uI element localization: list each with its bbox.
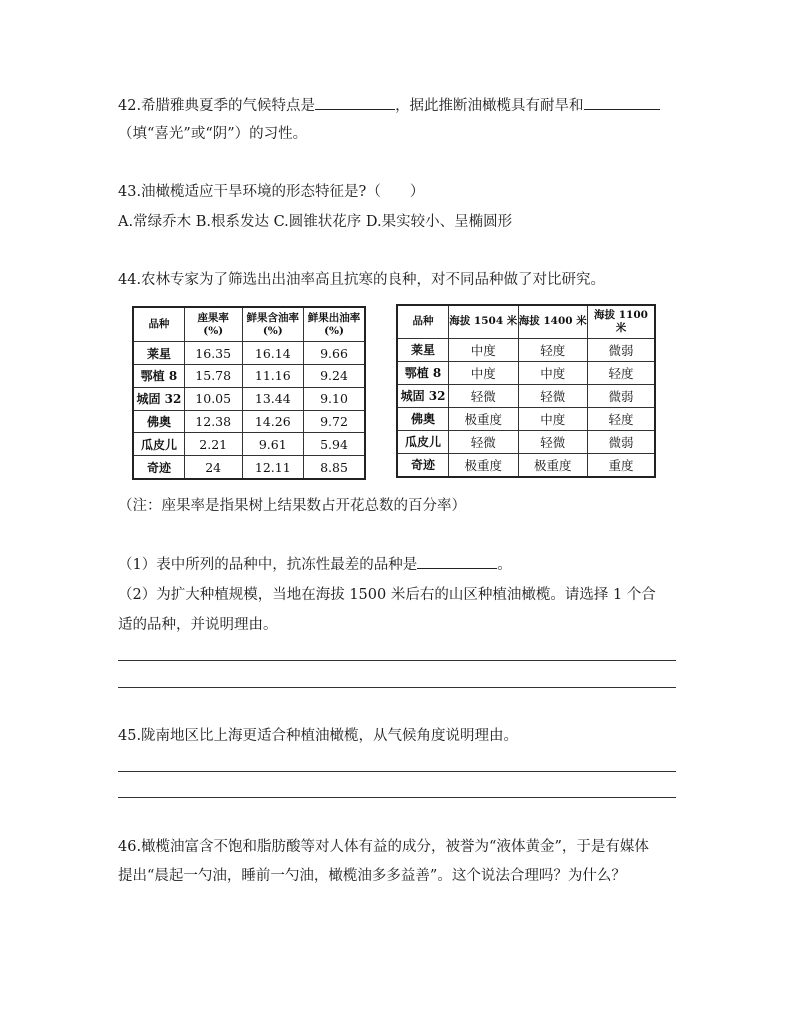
table1-row: [133, 387, 365, 410]
table2-value-cell: 极重度: [518, 453, 587, 477]
q44-answer-line-1[interactable]: [118, 660, 676, 661]
table2-value-cell: 中度: [518, 361, 587, 384]
q44-note: （注：座果率是指果树上结果数占开花总数的百分率）: [118, 498, 466, 514]
fruit-oil-table: [132, 306, 366, 480]
table1-value-cell: 9.24: [304, 365, 365, 388]
table2-value-cell: 中度: [518, 407, 587, 430]
q44-stem: 44.农林专家为了筛选出出油率高且抗寒的良种，对不同品种做了对比研究。: [118, 272, 606, 288]
table1-value-cell: 9.72: [304, 410, 365, 433]
table1-value-cell: 16.35: [184, 342, 242, 365]
table2-row: [397, 407, 655, 430]
table2-variety-cell: 瓜皮儿: [397, 430, 449, 453]
table1-header-cell: 座果率 (%): [184, 307, 242, 342]
table2-header-cell: 海拔 1504 米: [449, 305, 518, 338]
table2-value-cell: 轻微: [518, 430, 587, 453]
table1-value-cell: 10.05: [184, 387, 242, 410]
q42-line-2: （填“喜光”或“阴”）的习性。: [118, 126, 308, 142]
table1-row: [133, 433, 365, 456]
table2-header-cell: 海拔 1400 米: [518, 305, 587, 338]
q44-answer-line-2[interactable]: [118, 687, 676, 688]
table2-value-cell: 极重度: [449, 453, 518, 477]
table2-value-cell: 重度: [587, 453, 655, 477]
table2-header-cell: 海拔 1100 米: [587, 305, 655, 338]
table2-value-cell: 轻度: [587, 361, 655, 384]
table2-header-cell: 品种: [397, 305, 449, 338]
q44-sub1: [118, 553, 512, 575]
q45-answer-line-2[interactable]: [118, 797, 676, 798]
q44-sub1-answer-blank[interactable]: [417, 553, 497, 569]
table1-value-cell: 12.11: [242, 456, 304, 479]
table2-row: [397, 384, 655, 407]
table2-value-cell: 微弱: [587, 338, 655, 361]
frost-damage-table: [396, 304, 656, 478]
table2-row: [397, 453, 655, 477]
table2-value-cell: 轻微: [449, 430, 518, 453]
table1-variety-cell: 鄂植 8: [133, 365, 184, 388]
table1-variety-cell: 莱星: [133, 342, 184, 365]
table2-header-row: [397, 305, 655, 338]
table1-header-cell: 品种: [133, 307, 184, 342]
table1-variety-cell: 城固 32: [133, 387, 184, 410]
q44-sub2-line-1: （2）为扩大种植规模，当地在海拔 1500 米后右的山区种植油橄榄。请选择 1 个合: [118, 587, 656, 603]
table2-value-cell: 极重度: [449, 407, 518, 430]
table2-value-cell: 微弱: [587, 430, 655, 453]
table2-value-cell: 轻度: [587, 407, 655, 430]
q45-answer-line-1[interactable]: [118, 771, 676, 772]
q46-line-2: 提出“晨起一勺油，睡前一勺油，橄榄油多多益善”。这个说法合理吗？为什么？: [118, 868, 626, 884]
table2-variety-cell: 奇迹: [397, 453, 449, 477]
table1-variety-cell: 佛奥: [133, 410, 184, 433]
table2-variety-cell: 佛奥: [397, 407, 449, 430]
table1-variety-cell: 奇迹: [133, 456, 184, 479]
q43-options: A.常绿乔木 B.根系发达 C.圆锥状花序 D.果实较小、呈椭圆形: [118, 214, 513, 230]
table1-value-cell: 11.16: [242, 365, 304, 388]
table2-value-cell: 中度: [449, 338, 518, 361]
q43-stem: 43.油橄榄适应干旱环境的形态特征是?（ ）: [118, 184, 425, 200]
table1-value-cell: 5.94: [304, 433, 365, 456]
q45-stem: 45.陇南地区比上海更适合种植油橄榄，从气候角度说明理由。: [118, 728, 519, 744]
table1-value-cell: 9.61: [242, 433, 304, 456]
q42-text-b: ，据此推断油橄榄具有耐旱和: [395, 98, 584, 114]
table1-value-cell: 12.38: [184, 410, 242, 433]
table2-value-cell: 轻微: [449, 384, 518, 407]
table1-value-cell: 14.26: [242, 410, 304, 433]
table2-variety-cell: 城固 32: [397, 384, 449, 407]
table1-value-cell: 24: [184, 456, 242, 479]
table1-variety-cell: 瓜皮儿: [133, 433, 184, 456]
table1-value-cell: 16.14: [242, 342, 304, 365]
table1-row: [133, 342, 365, 365]
q42-line-1: [118, 94, 660, 116]
table2-variety-cell: 莱星: [397, 338, 449, 361]
q42-answer-blank-1[interactable]: [315, 94, 395, 110]
table2-value-cell: 微弱: [587, 384, 655, 407]
table1-header-cell: 鲜果出油率 (%): [304, 307, 365, 342]
table2-value-cell: 轻度: [518, 338, 587, 361]
q42-answer-blank-2[interactable]: [584, 94, 660, 110]
q44-sub1-text-a: （1）表中所列的品种中，抗冻性最差的品种是: [118, 557, 418, 573]
table2-variety-cell: 鄂植 8: [397, 361, 449, 384]
q44-sub1-text-b: 。: [497, 557, 512, 573]
table2-value-cell: 轻微: [518, 384, 587, 407]
table1-value-cell: 13.44: [242, 387, 304, 410]
table1-value-cell: 8.85: [304, 456, 365, 479]
table1-header-row: [133, 307, 365, 342]
q42-text-a: 42.希腊雅典夏季的气候特点是: [118, 98, 316, 114]
table2-row: [397, 430, 655, 453]
table1-row: [133, 410, 365, 433]
table1-value-cell: 9.10: [304, 387, 365, 410]
table1-header-cell: 鲜果含油率 (%): [242, 307, 304, 342]
table1-value-cell: 2.21: [184, 433, 242, 456]
table1-value-cell: 15.78: [184, 365, 242, 388]
table2-value-cell: 中度: [449, 361, 518, 384]
table1-row: [133, 365, 365, 388]
table1-row: [133, 456, 365, 479]
table2-row: [397, 338, 655, 361]
table2-row: [397, 361, 655, 384]
table1-value-cell: 9.66: [304, 342, 365, 365]
q46-line-1: 46.橄榄油富含不饱和脂肪酸等对人体有益的成分，被誉为“液体黄金”，于是有媒体: [118, 839, 649, 855]
q44-sub2-line-2: 适的品种，并说明理由。: [118, 617, 278, 633]
